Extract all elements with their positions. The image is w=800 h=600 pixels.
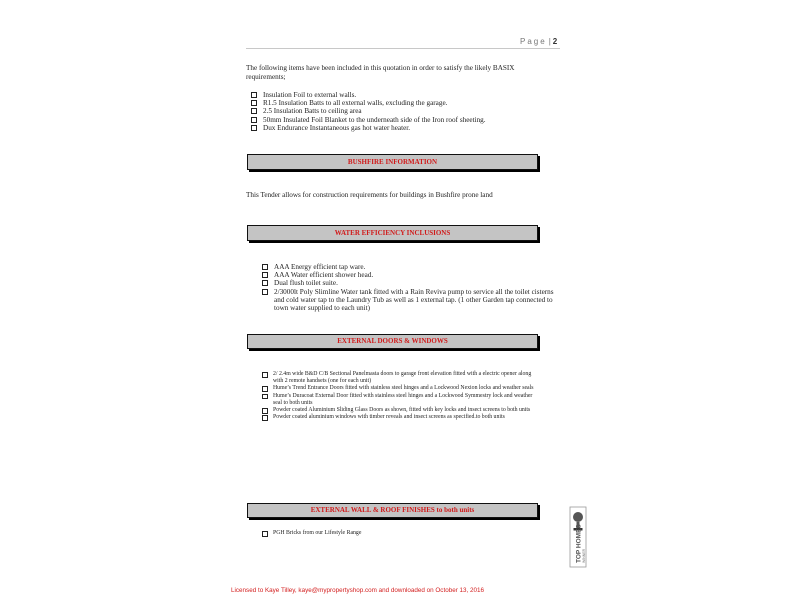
bushfire-text: This Tender allows for construction requirements for buildings in Bushfire prone land (246, 191, 493, 199)
list-item: AAA Water efficient shower head. (257, 271, 557, 279)
list-item: Insulation Foil to external walls. (246, 91, 556, 99)
list-item: Dux Endurance Instantaneous gas hot water heater. (246, 124, 556, 132)
list-item: 50mm Insulated Foil Blanket to the underneath side of the Iron roof sheeting. (246, 116, 556, 124)
checkbox-icon (262, 386, 268, 392)
list-item: 2.5 Insulation Batts to ceiling area (246, 107, 556, 115)
list-item: Powder coated aluminium windows with timber reveals and insect screens as specified.to both units (259, 414, 534, 421)
trophy-icon (568, 505, 588, 569)
water-efficiency-heading: WATER EFFICIENCY INCLUSIONS (247, 225, 538, 241)
bushfire-heading: BUSHFIRE INFORMATION (247, 154, 538, 170)
checkbox-icon (262, 408, 268, 414)
wall-roof-heading: EXTERNAL WALL & ROOF FINISHES to both units (247, 503, 538, 518)
list-item: Hume’s Trend Entrance Doors fitted with stainless steel hinges and a Lockwood Nexion locks and weather seals (259, 385, 534, 392)
doors-items-list (259, 371, 534, 421)
page-number: 2 (552, 37, 558, 46)
checkbox-icon (262, 372, 268, 378)
basix-items-list (246, 91, 556, 132)
walls-items-list (259, 530, 534, 537)
checkbox-icon (262, 280, 268, 286)
checkbox-icon (251, 125, 257, 131)
checkbox-icon (262, 531, 268, 537)
doors-windows-heading: EXTERNAL DOORS & WINDOWS (247, 334, 538, 349)
list-item: 2/3000lt Poly Slimline Water tank fitted with a Rain Reviva pump to service all the toilet cisterns and cold water tap to the Laundry Tub as well as 1 external tap. (1 other Garden tap connected to town water supplied to each unit) (257, 288, 557, 313)
checkbox-icon (262, 394, 268, 400)
list-item: AAA Energy efficient tap ware. (257, 263, 557, 271)
page-number-header (520, 37, 557, 46)
checkbox-icon (251, 117, 257, 123)
page-label: Page (520, 37, 547, 46)
header-separator: | (548, 37, 551, 46)
badge-label: TOP HOMES (575, 524, 583, 563)
list-item: R1.5 Insulation Batts to all external walls, excluding the garage. (246, 99, 556, 107)
header-rule (246, 48, 560, 49)
top-homes-award-badge (568, 505, 588, 569)
list-item: PGH Bricks from our Lifestyle Range (259, 530, 534, 537)
checkbox-icon (251, 92, 257, 98)
list-item: Dual flush toilet suite. (257, 279, 557, 287)
water-items-list (257, 263, 557, 312)
basix-intro-text: The following items have been included in this quotation in order to satisfy the likely BASIX requirements; (246, 64, 515, 81)
license-footer: Licensed to Kaye Tilley, kaye@mypropertyshop.com and downloaded on October 13, 2016 (231, 587, 485, 594)
checkbox-icon (251, 108, 257, 114)
list-item: 2/ 2.4m wide B&D C/B Sectional Panelmasta doors to garage front elevation fitted with a electric opener along with 2 remote handsets (one for each unit) (259, 371, 534, 385)
list-item: Powder coated Aluminium Sliding Glass Doors as shown, fitted with key locks and insect screens to both units (259, 407, 534, 414)
checkbox-icon (262, 272, 268, 278)
checkbox-icon (262, 264, 268, 270)
checkbox-icon (262, 289, 268, 295)
checkbox-icon (251, 100, 257, 106)
badge-sublabel: WINNER (582, 548, 586, 563)
checkbox-icon (262, 415, 268, 421)
list-item: Hume’s Duracoat External Door fitted with stainless steel hinges and a Lockwood Symmestry lock and weather seal to both units (259, 393, 534, 407)
